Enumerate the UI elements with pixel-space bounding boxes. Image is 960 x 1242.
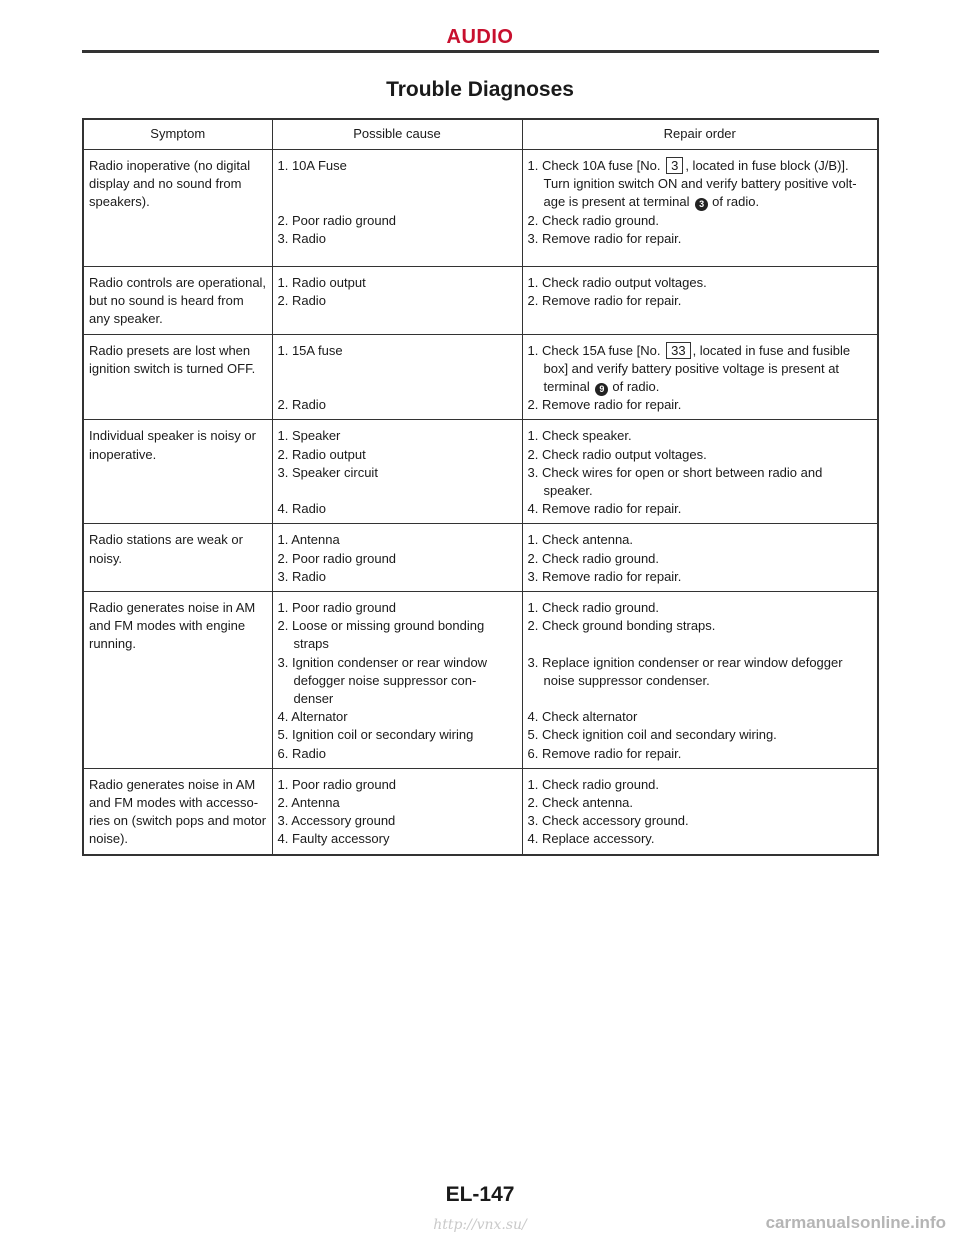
repair-cell bbox=[522, 420, 877, 524]
repair-item: 1. Check antenna. bbox=[527, 532, 634, 548]
column-header-repair-order: Repair order bbox=[522, 120, 877, 150]
cause-item: 1. Radio output bbox=[277, 275, 366, 290]
cause-item: 3. Radio bbox=[277, 230, 326, 246]
cause-item: 2. Poor radio ground bbox=[277, 550, 397, 566]
table-row bbox=[84, 592, 877, 769]
diagnosis-table-wrapper bbox=[82, 118, 879, 856]
symptom-cell: Radio inoperative (no digital display and no sound from speakers). bbox=[84, 150, 272, 267]
cause-item: 3. Accessory ground bbox=[277, 813, 396, 829]
symptom-cell: Radio presets are lost when ignition switch is turned OFF. bbox=[84, 334, 272, 420]
repair-item: 2. Remove radio for repair. bbox=[527, 397, 682, 413]
footer-link[interactable]: http://vnx.su/ bbox=[433, 1217, 527, 1233]
repair-cell bbox=[522, 150, 877, 267]
diagnosis-table bbox=[84, 120, 877, 854]
cause-cell bbox=[272, 592, 522, 769]
symptom-cell: Radio generates noise in AM and FM modes with accesso- ries on (switch pops and motor noise). bbox=[84, 768, 272, 853]
table-row bbox=[84, 524, 877, 592]
cause-item: 4. Alternator bbox=[277, 709, 348, 725]
cause-cell bbox=[272, 334, 522, 420]
cause-item: 1. Speaker bbox=[277, 428, 341, 444]
cause-item: 2. Antenna bbox=[277, 795, 340, 811]
table-row bbox=[84, 334, 877, 420]
table-header-row bbox=[84, 120, 877, 150]
repair-cell bbox=[522, 592, 877, 769]
symptom-cell: Radio controls are operational, but no sound is heard from any speaker. bbox=[84, 267, 272, 335]
symptom-cell: Radio stations are weak or noisy. bbox=[84, 524, 272, 592]
fuse-number-box: 33 bbox=[666, 342, 690, 359]
repair-item: 2. Check antenna. bbox=[527, 795, 634, 811]
repair-item: 2. Remove radio for repair. bbox=[527, 293, 682, 309]
cause-item: 2. Loose or missing ground bonding straps bbox=[277, 618, 485, 652]
repair-item: 2. Check radio ground. bbox=[527, 550, 660, 566]
repair-item: 3. Remove radio for repair. bbox=[527, 568, 682, 584]
repair-item: 4. Check alternator bbox=[527, 709, 638, 725]
table-row bbox=[84, 150, 877, 267]
repair-item: 6. Remove radio for repair. bbox=[527, 745, 682, 761]
repair-item: 1. Check speaker. bbox=[527, 428, 632, 444]
cause-item: 2. Poor radio ground bbox=[277, 212, 397, 228]
repair-item: 5. Check ignition coil and secondary wiring. bbox=[527, 727, 777, 743]
repair-item: 2. Check radio ground. bbox=[527, 212, 660, 228]
repair-item: 1. Check radio output voltages. bbox=[527, 275, 707, 290]
cause-item: 1. Poor radio ground bbox=[277, 600, 397, 616]
repair-item: 3. Check accessory ground. bbox=[527, 813, 689, 829]
repair-item: 4. Replace accessory. bbox=[527, 831, 655, 847]
repair-cell bbox=[522, 334, 877, 420]
cause-cell bbox=[272, 524, 522, 592]
repair-item: 3. Check wires for open or short between radio and speaker. bbox=[527, 464, 823, 499]
terminal-number-icon: 9 bbox=[595, 383, 608, 396]
cause-item: 5. Ignition coil or secondary wiring bbox=[277, 727, 474, 743]
repair-item: 2. Check radio output voltages. bbox=[527, 446, 707, 462]
repair-item: 1. Check 10A fuse [No. 3 , located in fuse block (J/B)]. Turn ignition switch ON and verify battery positive volt- age is present at terminal 3 of radio. bbox=[527, 158, 857, 210]
header-rule bbox=[82, 50, 879, 53]
terminal-number-icon: 3 bbox=[695, 198, 708, 211]
table-row bbox=[84, 768, 877, 853]
cause-cell bbox=[272, 267, 522, 335]
cause-item: 4. Radio bbox=[277, 501, 326, 517]
repair-item: 1. Check radio ground. bbox=[527, 776, 660, 792]
cause-item: 3. Ignition condenser or rear window defogger noise suppressor con- denser bbox=[277, 654, 488, 707]
repair-item: 1. Check 15A fuse [No. 33 , located in fuse and fusible box] and verify battery positive voltage is present at terminal 9 of radio. bbox=[527, 342, 851, 395]
symptom-cell: Radio generates noise in AM and FM modes with engine running. bbox=[84, 592, 272, 769]
repair-cell bbox=[522, 768, 877, 853]
repair-item: 3. Remove radio for repair. bbox=[527, 230, 682, 246]
cause-item: 4. Faulty accessory bbox=[277, 831, 390, 847]
cause-item: 6. Radio bbox=[277, 745, 326, 761]
cause-item: 1. 10A Fuse bbox=[277, 158, 347, 173]
repair-item: 4. Remove radio for repair. bbox=[527, 501, 682, 517]
page-title: Trouble Diagnoses bbox=[386, 78, 574, 101]
cause-item: 1. 15A fuse bbox=[277, 342, 343, 358]
cause-item: 3. Radio bbox=[277, 568, 326, 584]
cause-cell bbox=[272, 768, 522, 853]
cause-cell bbox=[272, 150, 522, 267]
cause-item: 1. Antenna bbox=[277, 532, 340, 548]
repair-cell bbox=[522, 524, 877, 592]
cause-cell bbox=[272, 420, 522, 524]
cause-item: 1. Poor radio ground bbox=[277, 776, 397, 792]
repair-item: 1. Check radio ground. bbox=[527, 600, 660, 616]
section-header: AUDIO bbox=[446, 26, 514, 48]
repair-item: 3. Replace ignition condenser or rear window defogger noise suppressor condenser. bbox=[527, 654, 843, 688]
table-row bbox=[84, 420, 877, 524]
cause-item: 2. Radio bbox=[277, 293, 326, 309]
column-header-possible-cause: Possible cause bbox=[272, 120, 522, 150]
repair-cell bbox=[522, 267, 877, 335]
cause-item: 2. Radio output bbox=[277, 446, 366, 462]
fuse-number-box: 3 bbox=[666, 157, 683, 174]
table-row bbox=[84, 267, 877, 335]
page-number: EL-147 bbox=[445, 1183, 515, 1206]
cause-item: 3. Speaker circuit bbox=[277, 464, 378, 480]
cause-item: 2. Radio bbox=[277, 397, 326, 413]
symptom-cell: Individual speaker is noisy or inoperative. bbox=[84, 420, 272, 524]
column-header-symptom: Symptom bbox=[84, 120, 272, 150]
repair-item: 2. Check ground bonding straps. bbox=[527, 618, 716, 634]
watermark: carmanualsonline.info bbox=[765, 1213, 946, 1232]
